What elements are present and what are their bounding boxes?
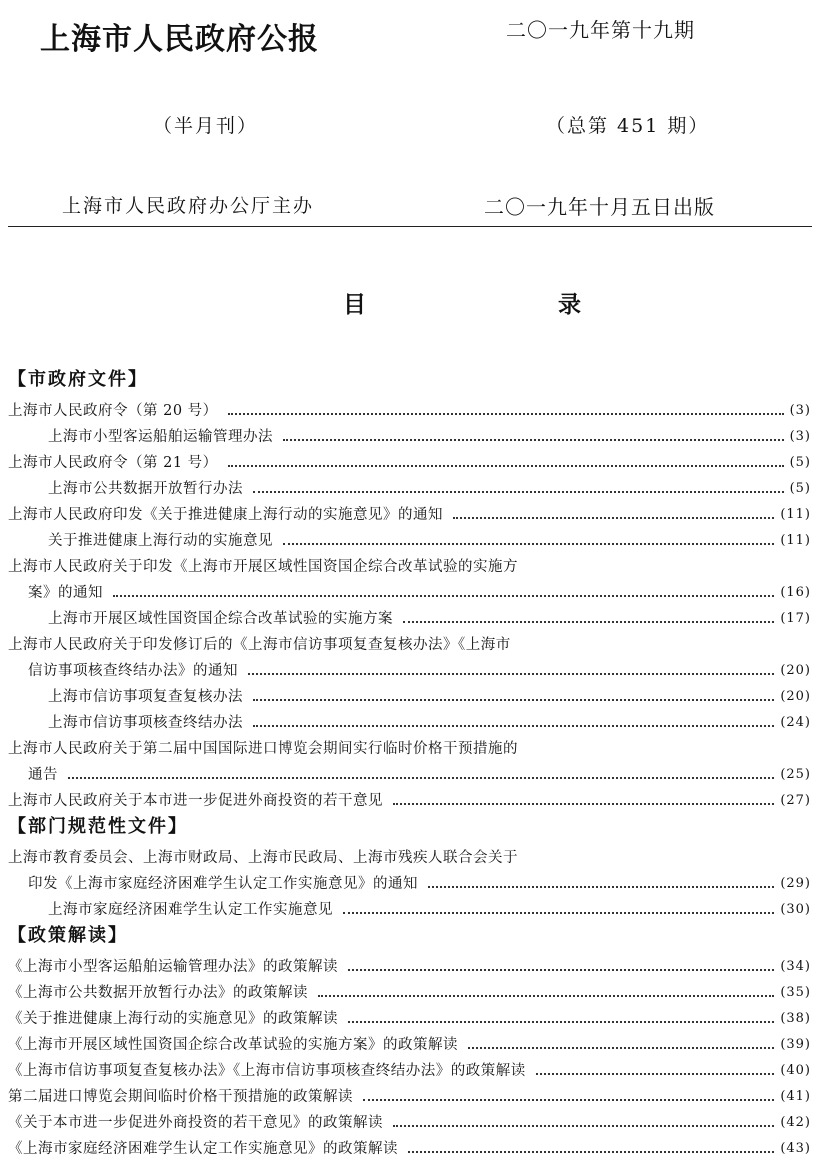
toc-entry-line1[interactable] [8,629,811,655]
entry-title: 上海市信访事项核查终结办法 [48,715,243,731]
toc-entry[interactable] [8,977,811,1003]
entry-page: (24) [780,715,811,730]
toc-entry[interactable] [8,395,811,421]
gazette-title: 上海市人民政府公报 [40,22,319,57]
entry-page: (42) [780,1115,811,1130]
publish-date: 二〇一九年十月五日出版 [484,195,715,219]
toc-entry[interactable] [8,785,811,811]
leader-dots [403,621,774,623]
toc-entry[interactable] [8,1055,811,1081]
entry-title: 上海市信访事项复查复核办法 [48,689,243,705]
toc-entry[interactable] [8,707,811,733]
toc-title: 目 录 [343,291,674,318]
entry-page: (20) [780,689,811,704]
entry-title: 《上海市开展区域性国资国企综合改革试验的实施方案》的政策解读 [8,1037,458,1053]
entry-title-cont: 通告 [28,767,58,783]
entry-title: 上海市教育委员会、上海市财政局、上海市民政局、上海市残疾人联合会关于 [8,850,518,866]
leader-dots [453,517,774,519]
entry-page: (30) [780,902,811,917]
toc-entry[interactable] [8,1081,811,1107]
entry-title: 第二届进口博览会期间临时价格干预措施的政策解读 [8,1089,353,1105]
entry-page: (40) [780,1063,811,1078]
entry-page: (35) [780,985,811,1000]
toc-entry[interactable] [8,1029,811,1055]
entry-title-cont: 信访事项核查终结办法》的通知 [28,663,238,679]
toc-entry-line1[interactable] [8,842,811,868]
leader-dots [253,699,774,701]
publication-frequency: （半月刊） [153,115,259,137]
entry-title: 上海市人民政府印发《关于推进健康上海行动的实施意见》的通知 [8,507,443,523]
entry-page: (11) [780,533,811,548]
table-of-contents [8,364,811,1159]
toc-entry-line2[interactable] [8,759,811,785]
toc-entry[interactable] [8,1107,811,1133]
entry-title: 上海市小型客运船舶运输管理办法 [48,429,273,445]
entry-title: 上海市公共数据开放暂行办法 [48,481,243,497]
sponsor-line: 上海市人民政府办公厅主办 [62,195,315,217]
entry-page: (38) [780,1011,811,1026]
leader-dots [113,595,774,597]
entry-page: (20) [780,663,811,678]
toc-entry[interactable] [8,603,811,629]
leader-dots [248,673,774,675]
toc-entry-line2[interactable] [8,868,811,894]
toc-entry[interactable] [8,473,811,499]
entry-page: (11) [780,507,811,522]
leader-dots [408,1151,774,1153]
entry-page: (3) [789,429,811,444]
entry-page: (34) [780,959,811,974]
leader-dots [468,1047,774,1049]
leader-dots [228,465,784,467]
entry-page: (39) [780,1037,811,1052]
entry-page: (17) [780,611,811,626]
entry-title: 上海市人民政府关于印发《上海市开展区域性国资国企综合改革试验的实施方 [8,559,518,575]
entry-title: 《关于推进健康上海行动的实施意见》的政策解读 [8,1011,338,1027]
entry-title-cont: 案》的通知 [28,585,103,601]
entry-title: 上海市人民政府关于第二届中国国际进口博览会期间实行临时价格干预措施的 [8,741,518,757]
issue-number: 二〇一九年第十九期 [506,18,695,42]
leader-dots [348,1021,774,1023]
toc-entry-line2[interactable] [8,655,811,681]
leader-dots [428,886,774,888]
entry-title: 上海市人民政府令（第 21 号） [8,455,218,471]
entry-title: 上海市家庭经济困难学生认定工作实施意见 [48,902,333,918]
toc-entry[interactable] [8,1003,811,1029]
toc-entry[interactable] [8,951,811,977]
leader-dots [393,803,774,805]
entry-page: (25) [780,767,811,782]
entry-page: (41) [780,1089,811,1104]
section-heading-policy-interpretation: 【政策解读】 [8,925,128,946]
header-divider [8,226,812,227]
leader-dots [253,725,774,727]
entry-page: (3) [789,403,811,418]
leader-dots [536,1073,775,1075]
toc-entry[interactable] [8,421,811,447]
leader-dots [343,912,774,914]
entry-page: (5) [789,481,811,496]
entry-page: (5) [789,455,811,470]
entry-page: (27) [780,793,811,808]
toc-entry[interactable] [8,447,811,473]
toc-entry-line1[interactable] [8,733,811,759]
leader-dots [363,1099,774,1101]
total-issue-number: （总第 451 期） [546,115,710,137]
entry-page: (29) [780,876,811,891]
toc-entry[interactable] [8,499,811,525]
leader-dots [318,995,774,997]
entry-title: 上海市人民政府关于本市进一步促进外商投资的若干意见 [8,793,383,809]
leader-dots [283,439,784,441]
toc-entry-line1[interactable] [8,551,811,577]
entry-page: (43) [780,1141,811,1156]
entry-title: 《关于本市进一步促进外商投资的若干意见》的政策解读 [8,1115,383,1131]
toc-entry[interactable] [8,525,811,551]
leader-dots [228,413,784,415]
section-heading-dept-regulations: 【部门规范性文件】 [8,816,188,837]
toc-entry[interactable] [8,894,811,920]
entry-title: 《上海市小型客运船舶运输管理办法》的政策解读 [8,959,338,975]
entry-title: 《上海市家庭经济困难学生认定工作实施意见》的政策解读 [8,1141,398,1157]
entry-title: 上海市人民政府关于印发修订后的《上海市信访事项复查复核办法》《上海市 [8,637,511,653]
leader-dots [393,1125,774,1127]
entry-title: 《上海市公共数据开放暂行办法》的政策解读 [8,985,308,1001]
toc-entry[interactable] [8,681,811,707]
entry-title-cont: 印发《上海市家庭经济困难学生认定工作实施意见》的通知 [28,876,418,892]
entry-title: 上海市人民政府令（第 20 号） [8,403,218,419]
toc-entry-line2[interactable] [8,577,811,603]
leader-dots [348,969,774,971]
entry-title: 关于推进健康上海行动的实施意见 [48,533,273,549]
entry-page: (16) [780,585,811,600]
leader-dots [283,543,774,545]
entry-title: 上海市开展区域性国资国企综合改革试验的实施方案 [48,611,393,627]
leader-dots [253,491,784,493]
entry-title: 《上海市信访事项复查复核办法》《上海市信访事项核查终结办法》的政策解读 [8,1063,526,1079]
leader-dots [68,777,774,779]
toc-entry[interactable] [8,1133,811,1159]
section-heading-city-gov-docs: 【市政府文件】 [8,369,148,390]
